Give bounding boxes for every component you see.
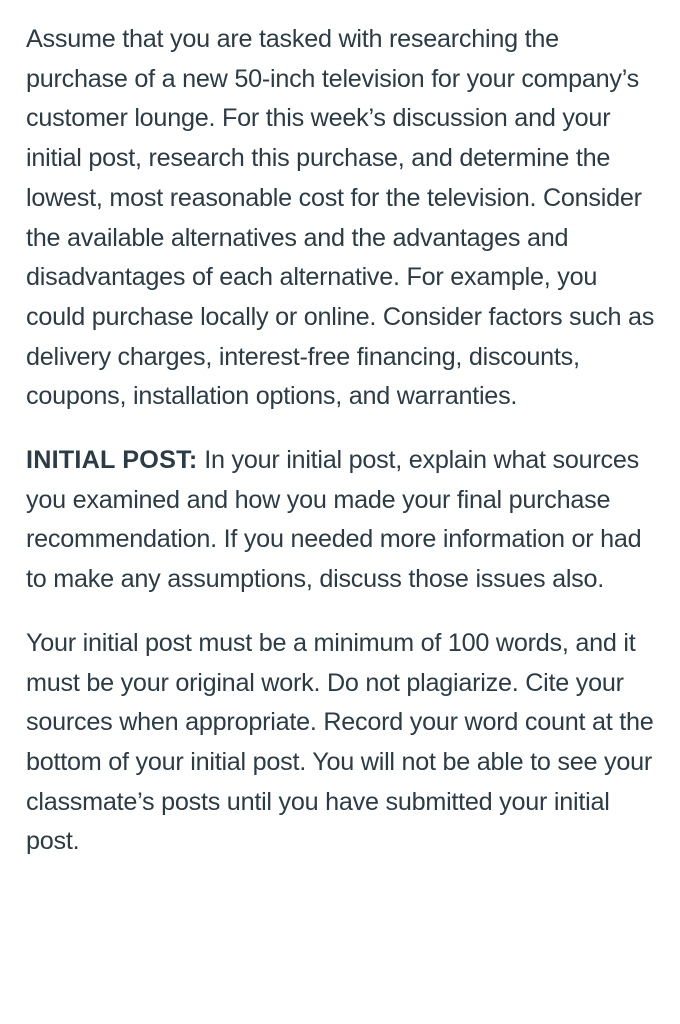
initial-post-text: In your initial post, explain what sources you examined and how you made your final purchase recommendation. If you needed more information or had to make any assumptions, discuss those issues also.	[26, 446, 642, 594]
intro-paragraph: Assume that you are tasked with researching the purchase of a new 50-inch television for your company’s customer lounge. For this week’s discussion and your initial post, research this purchase, and determine the lowest, most reasonable cost for the television. Consider the available alternatives and the advantages and disadvantages of each alternative. For example, you could purchase locally or online. Consider factors such as delivery charges, interest-free financing, discounts, coupons, installation options, and warranties.	[26, 25, 655, 411]
initial-post-label: INITIAL POST:	[26, 446, 198, 475]
requirements-paragraph: Your initial post must be a minimum of 100 words, and it must be your original work. Do not plagiarize. Cite your sources when appropriate. Record your word count at the bottom of your initial post. You will not be able to see your classmate’s posts until you have submitted your initial post.	[26, 628, 654, 856]
initial-post-paragraph	[26, 441, 662, 600]
